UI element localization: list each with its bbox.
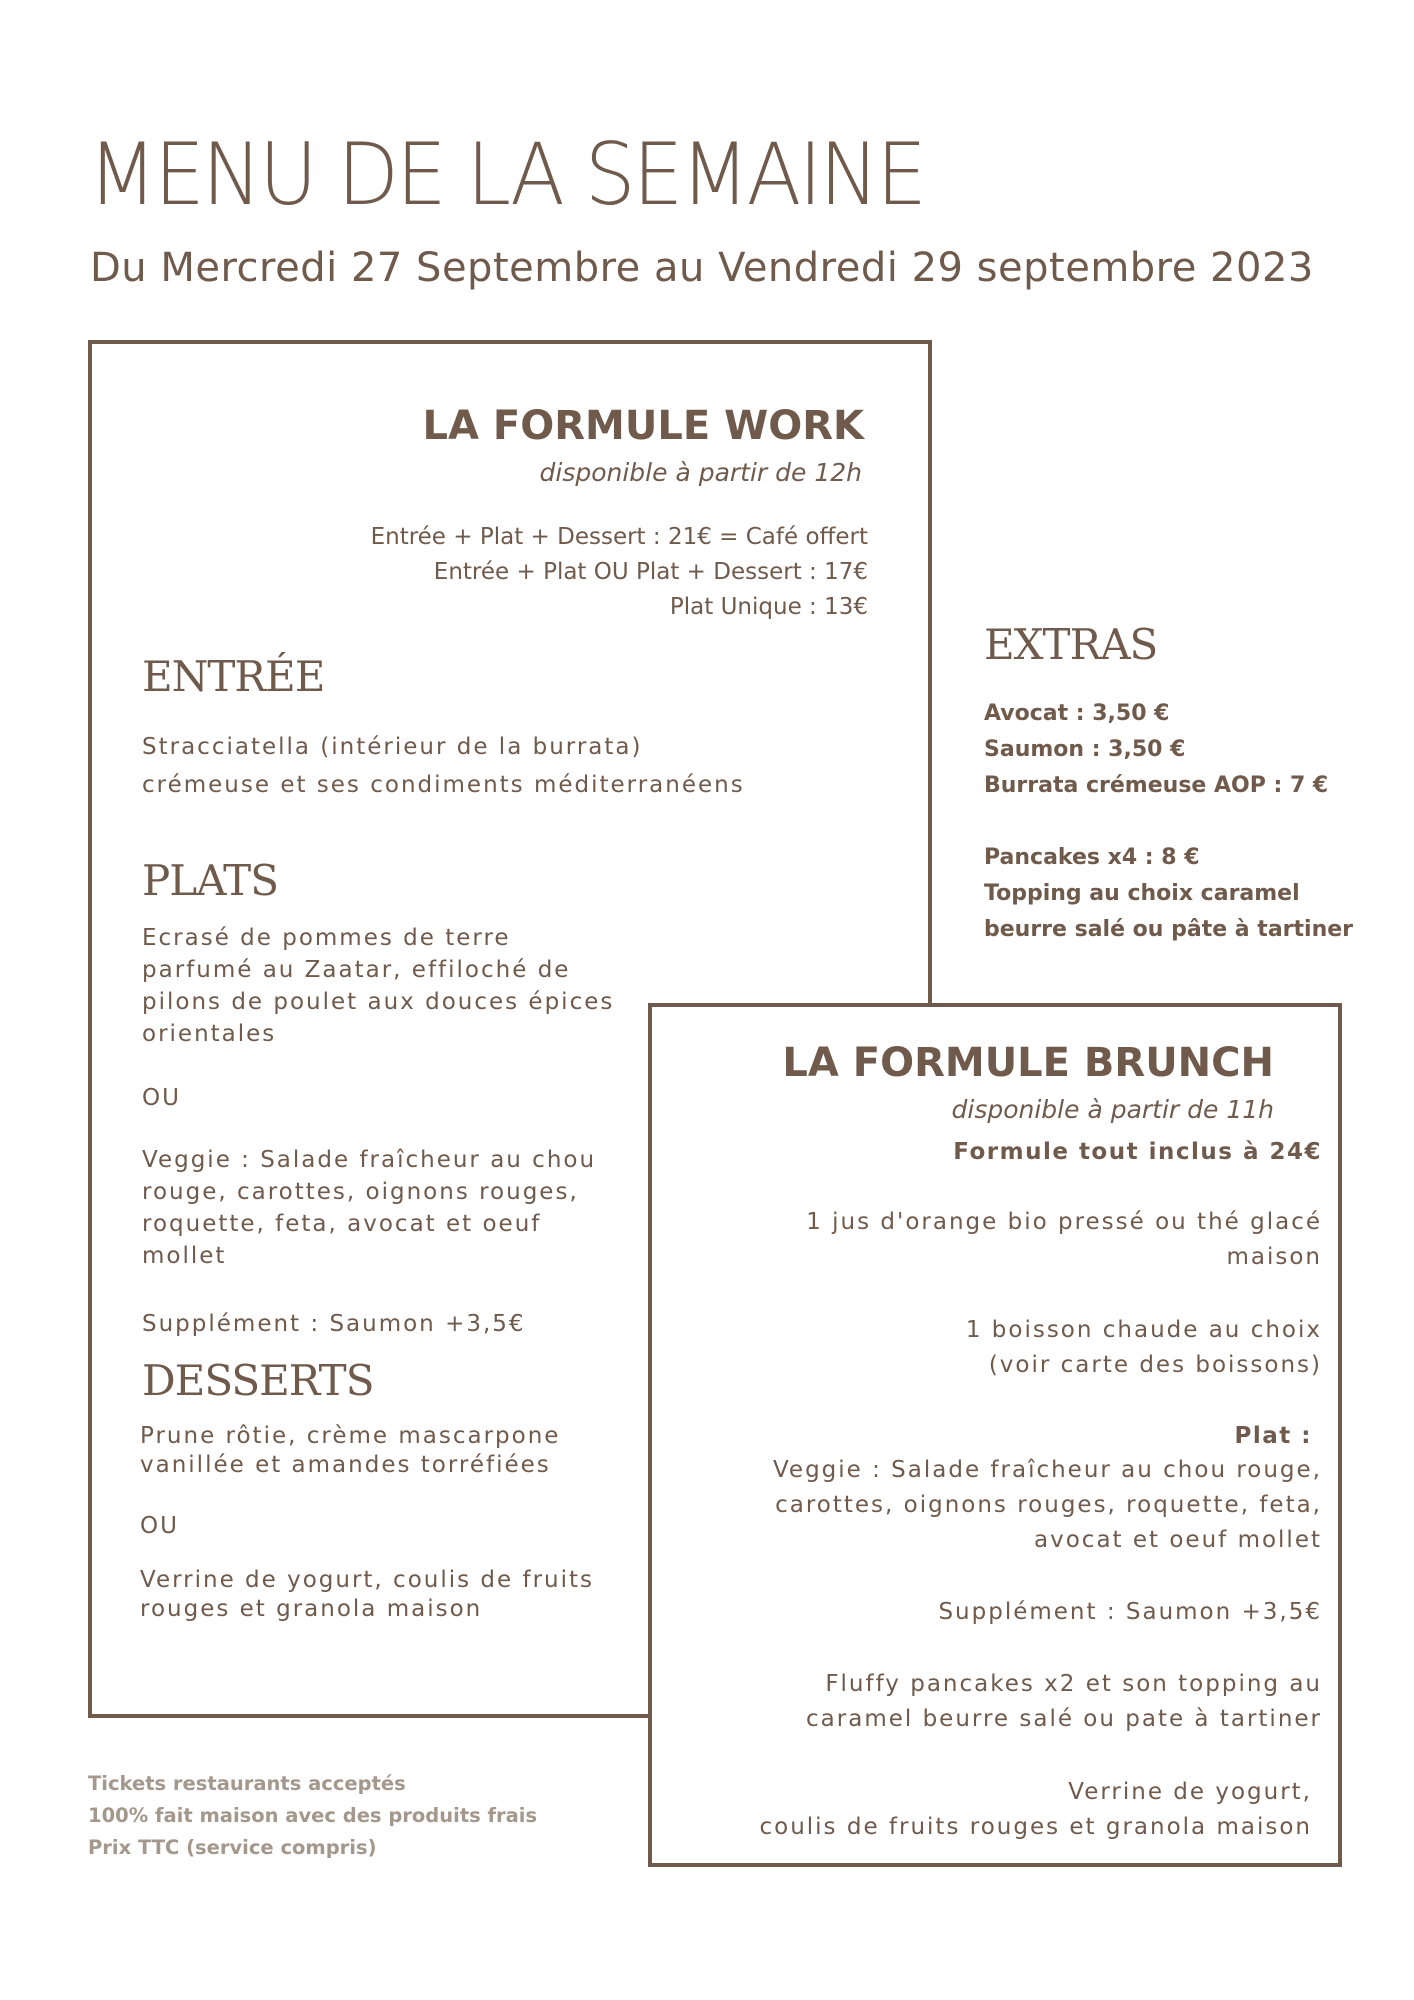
extras-pancakes: Pancakes x4 : 8 € Topping au choix caramel beurre salé ou pâte à tartiner	[984, 845, 1354, 942]
formule-work-title: LA FORMULE WORK	[422, 403, 864, 449]
desserts-or-separator: OU	[140, 1513, 179, 1539]
brunch-supplement: Supplément : Saumon +3,5€	[938, 1599, 1322, 1625]
brunch-formula-price: Formule tout inclus à 24€	[953, 1139, 1322, 1165]
formule-work-availability: disponible à partir de 12h	[539, 458, 862, 487]
price-line: Plat Unique : 13€	[669, 594, 868, 620]
brunch-hot-drink: 1 boisson chaude au choix (voir carte des boissons)	[965, 1317, 1322, 1378]
date-range-subtitle: Du Mercredi 27 Septembre au Vendredi 29 septembre 2023	[90, 245, 1314, 291]
formule-brunch-availability: disponible à partir de 11h	[951, 1095, 1274, 1124]
brunch-juice: 1 jus d'orange bio pressé ou thé glacé maison	[806, 1209, 1322, 1270]
plats-heading: PLATS	[142, 856, 278, 905]
formule-brunch-box	[648, 1003, 1342, 1867]
price-line: Entrée + Plat OU Plat + Dessert : 17€	[433, 559, 868, 585]
dessert-verrine-description: Verrine de yogurt, coulis de fruits rouges et granola maison	[140, 1567, 595, 1622]
desserts-heading: DESSERTS	[142, 1356, 374, 1405]
brunch-plat-label: Plat :	[1234, 1423, 1312, 1449]
footer-notes: Tickets restaurants acceptés 100% fait maison avec des produits frais Prix TTC (service compris)	[88, 1772, 538, 1859]
entree-description: Stracciatella (intérieur de la burrata) crémeuse et ses condiments méditerranéens	[142, 734, 745, 798]
brunch-plat-description: Veggie : Salade fraîcheur au chou rouge, carottes, oignons rouges, roquette, feta, avocat et oeuf mollet	[772, 1457, 1322, 1553]
plats-or-separator: OU	[142, 1085, 181, 1111]
plat-chicken-description: Ecrasé de pommes de terre parfumé au Zaatar, effiloché de pilons de poulet aux douces épices orientales	[142, 925, 615, 1047]
extra-item: Avocat : 3,50 €	[984, 701, 1170, 726]
plat-veggie-description: Veggie : Salade fraîcheur au chou rouge, carottes, oignons rouges, roquette, feta, avocat et oeuf mollet	[142, 1147, 597, 1269]
brunch-verrine: Verrine de yogurt, coulis de fruits rouges et granola maison	[759, 1779, 1312, 1840]
formule-work-prices	[371, 520, 868, 625]
extra-item: Saumon : 3,50 €	[984, 737, 1186, 762]
formule-brunch-title: LA FORMULE BRUNCH	[782, 1040, 1274, 1086]
entree-heading: ENTRÉE	[142, 652, 325, 701]
extras-heading: EXTRAS	[984, 620, 1158, 669]
plats-supplement: Supplément : Saumon +3,5€	[142, 1311, 526, 1337]
brunch-pancakes: Fluffy pancakes x2 et son topping au caramel beurre salé ou pate à tartiner	[806, 1671, 1322, 1732]
extras-items	[984, 696, 1328, 804]
extra-item: Burrata crémeuse AOP : 7 €	[984, 773, 1329, 798]
dessert-prune-description: Prune rôtie, crème mascarpone vanillée et amandes torréfiées	[140, 1423, 561, 1478]
page-title: MENU DE LA SEMAINE	[88, 125, 925, 225]
price-line: Entrée + Plat + Dessert : 21€ = Café offert	[370, 524, 868, 550]
